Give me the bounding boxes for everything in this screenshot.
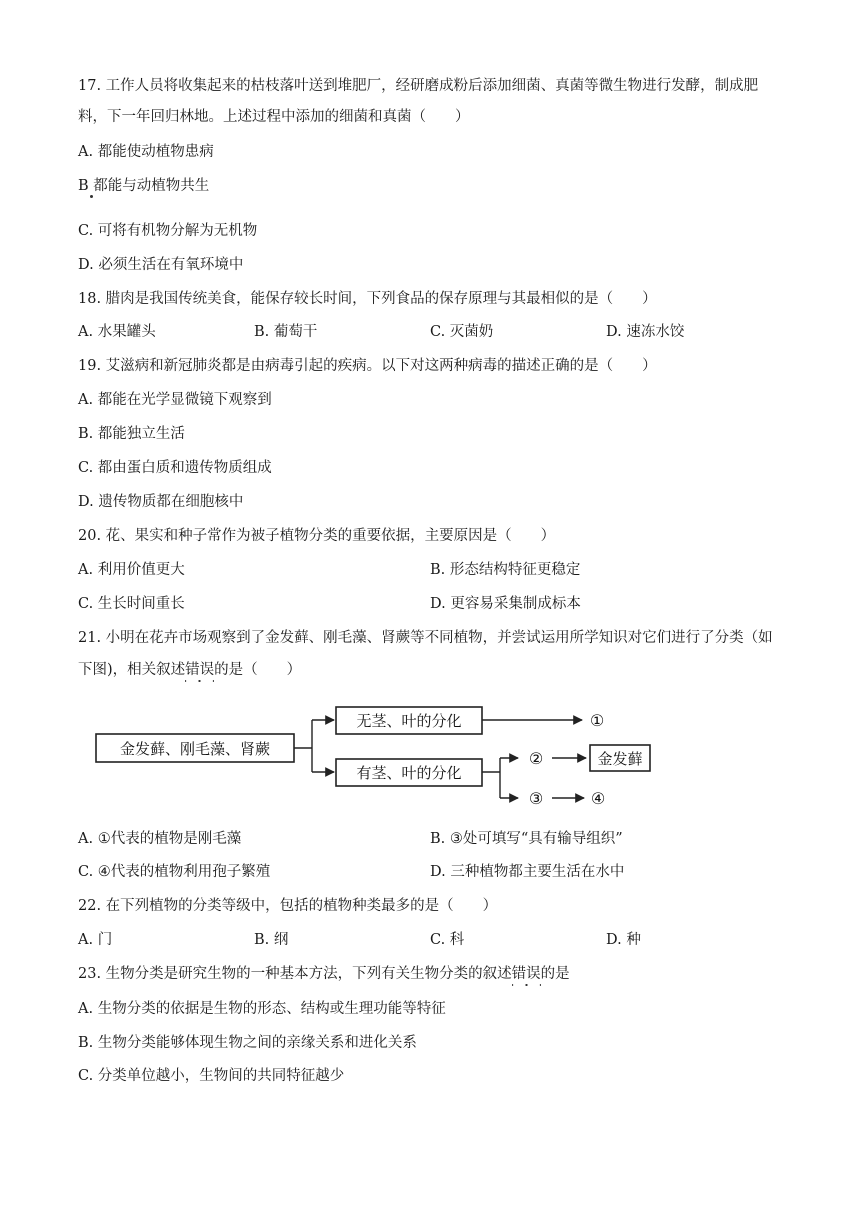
q20-stem: 20. 花、果实和种子常作为被子植物分类的重要依据，主要原因是（ ）: [78, 528, 556, 544]
q21-stem-line2-pre: 下图)，相关叙述: [78, 662, 186, 678]
q20-option-b: B. 形态结构特征更稳定: [430, 562, 581, 578]
circle-1: ①: [589, 711, 605, 730]
q18-stem: 18. 腊肉是我国传统美食，能保存较长时间，下列食品的保存原理与其最相似的是（ ）: [78, 291, 657, 307]
q18-option-c: C. 灭菌奶: [430, 324, 494, 340]
has-stem-leaf-label: 有茎、叶的分化: [356, 764, 462, 782]
q23-option-c: C. 分类单位越小，生物间的共同特征越少: [78, 1068, 345, 1084]
q23-stem-post: 的是: [540, 966, 570, 982]
q21-option-c: C. ④代表的植物利用孢子繁殖: [78, 864, 271, 880]
q17-option-d: D. 必须生活在有氧环境中: [78, 257, 244, 273]
q22-stem: 22. 在下列植物的分类等级中，包括的植物种类最多的是（ ）: [78, 898, 498, 914]
q19-option-a: A. 都能在光学显微镜下观察到: [78, 392, 272, 408]
q21-stem-line2: [78, 660, 301, 680]
q17-stem-line2: 料，下一年回归林地。上述过程中添加的细菌和真菌（ ）: [78, 109, 470, 125]
leaf-label: 金发藓: [597, 750, 643, 768]
q20-option-a: A. 利用价值更大: [78, 562, 185, 578]
q20-option-c: C. 生长时间重长: [78, 596, 185, 612]
q19-option-c: C. 都由蛋白质和遗传物质组成: [78, 460, 272, 476]
q19-option-b: B. 都能独立生活: [78, 426, 185, 442]
q18-option-a: A. 水果罐头: [78, 324, 156, 340]
q17-option-a: A. 都能使动植物患病: [78, 144, 214, 160]
q17-stem-line1: 17. 工作人员将收集起来的枯枝落叶送到堆肥厂，经研磨成粉后添加细菌、真菌等微生物进行发酵，制成肥: [78, 78, 759, 94]
q21-option-a: A. ①代表的植物是刚毛藻: [78, 831, 242, 847]
q21-stem-line2-post: 的是（ ）: [214, 662, 302, 678]
q23-option-a: A. 生物分类的依据是生物的形态、结构或生理功能等特征: [78, 1001, 446, 1017]
q20-option-d: D. 更容易采集制成标本: [430, 596, 581, 612]
q23-stem-pre: 23. 生物分类是研究生物的一种基本方法，下列有关生物分类的叙述: [78, 966, 512, 982]
q17-option-b: B 都能与动植物共生: [78, 178, 210, 194]
root-label: 金发藓、刚毛藻、肾蕨: [119, 740, 271, 758]
q18-option-b: B. 葡萄干: [254, 324, 318, 340]
q21-stem-line1: 21. 小明在花卉市场观察到了金发藓、刚毛藻、肾蕨等不同植物，并尝试运用所学知识对它们进行了分类（如: [78, 630, 773, 646]
circle-2: ②: [528, 749, 544, 768]
q17-option-b-dot: [90, 195, 93, 198]
no-stem-leaf-label: 无茎、叶的分化: [356, 712, 462, 730]
q21-emphasis-wrong: 错误: [185, 662, 214, 683]
classification-diagram: [0, 690, 860, 820]
q23-option-b: B. 生物分类能够体现生物之间的亲缘关系和进化关系: [78, 1035, 417, 1051]
q18-option-d: D. 速冻水饺: [606, 324, 685, 340]
q23-emphasis-wrong: 错误: [512, 966, 541, 987]
q22-option-b: B. 纲: [254, 932, 289, 948]
circle-3: ③: [528, 789, 544, 808]
q22-option-c: C. 科: [430, 932, 465, 948]
circle-4: ④: [590, 789, 606, 808]
q23-stem: [78, 964, 570, 984]
q19-stem: 19. 艾滋病和新冠肺炎都是由病毒引起的疾病。以下对这两种病毒的描述正确的是（ ）: [78, 358, 657, 374]
q22-option-d: D. 种: [606, 932, 641, 948]
q17-option-c: C. 可将有机物分解为无机物: [78, 223, 258, 239]
q19-option-d: D. 遗传物质都在细胞核中: [78, 494, 244, 510]
q22-option-a: A. 门: [78, 932, 113, 948]
q21-option-b: B. ③处可填写“具有输导组织”: [430, 831, 623, 847]
q21-option-d: D. 三种植物都主要生活在水中: [430, 864, 625, 880]
